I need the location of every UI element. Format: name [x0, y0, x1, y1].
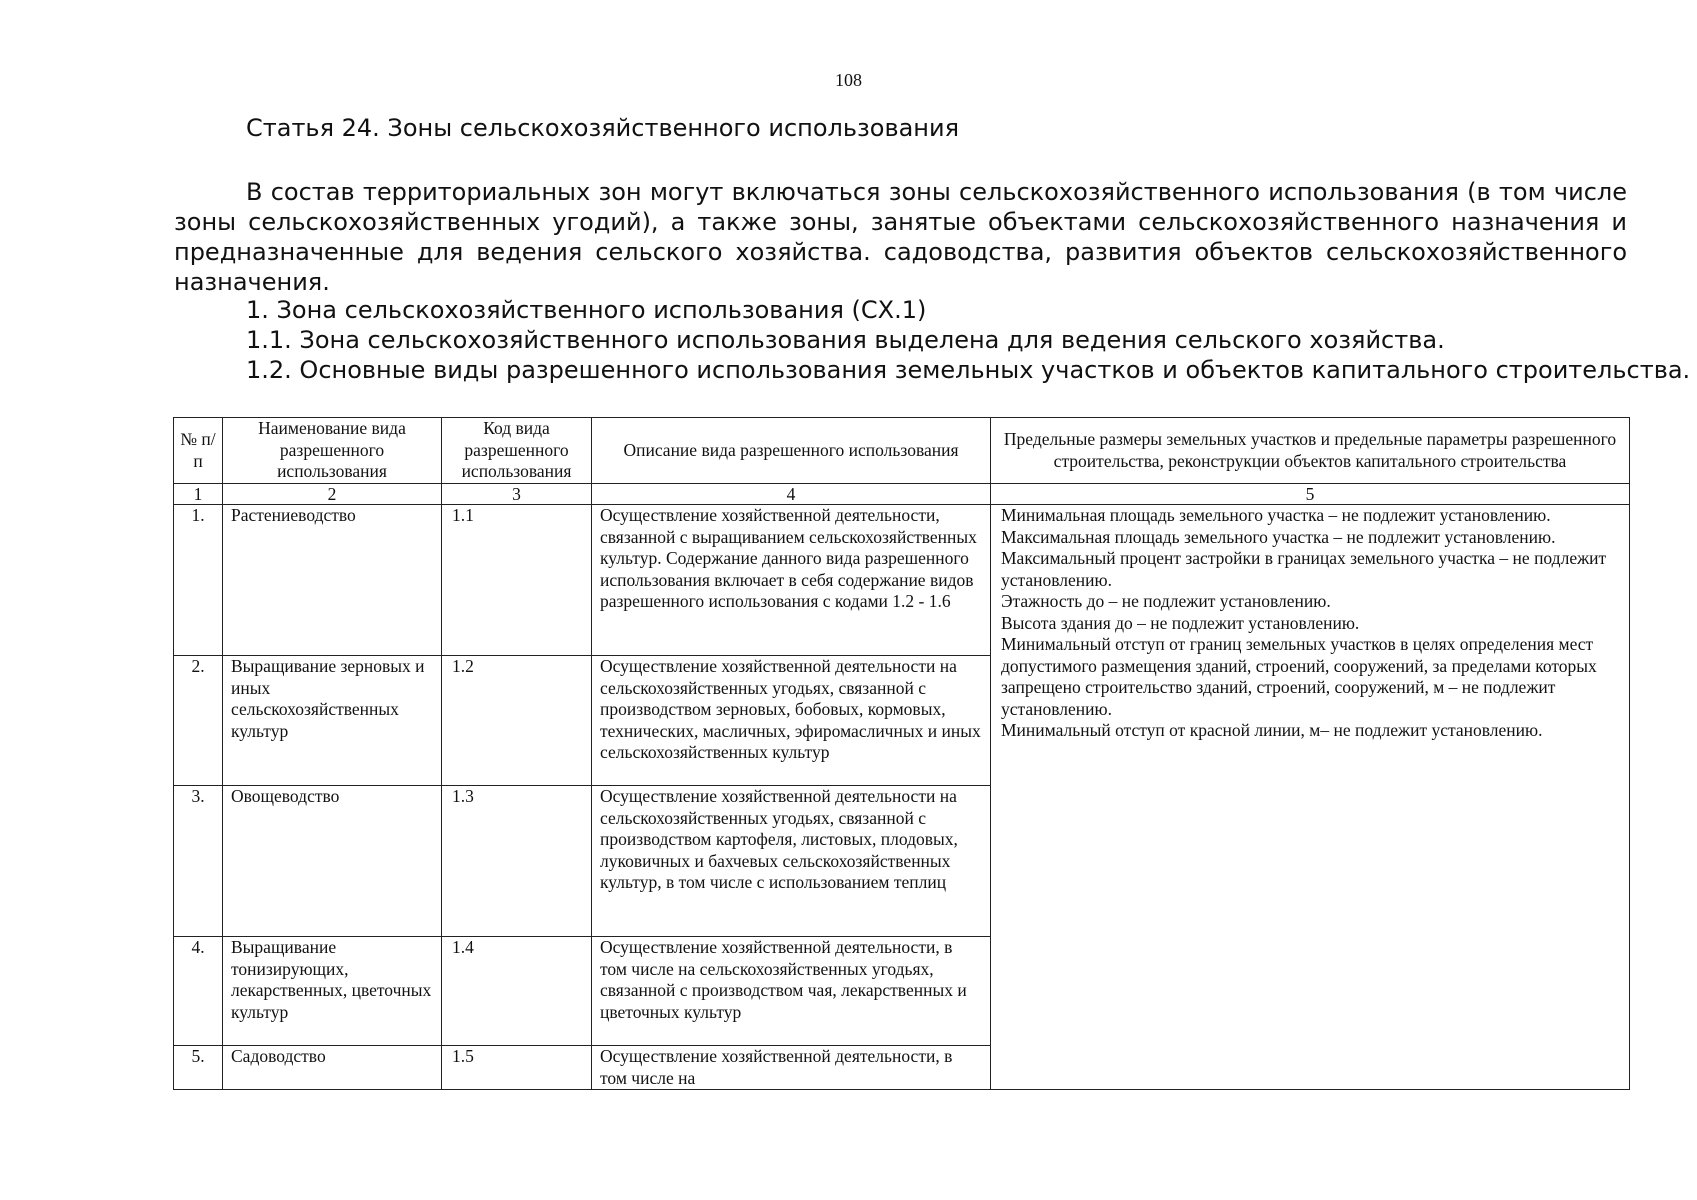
row-number: 3. — [174, 786, 223, 937]
row-number: 2. — [174, 656, 223, 786]
use-name: Выращивание зерновых и иных сельскохозяйственных культур — [223, 656, 442, 786]
use-name: Растениеводство — [223, 505, 442, 656]
zone-purpose: 1.1. Зона сельскохозяйственного использования выделена для ведения сельского хозяйства. — [246, 326, 1445, 354]
row-number: 1. — [174, 505, 223, 656]
use-description: Осуществление хозяйственной деятельности, связанной с выращиванием сельскохозяйственных культур. Содержание данного вида разрешенного использования включает в себя содержание видов разрешенного использования с кодами 1.2 - 1.6 — [592, 505, 991, 656]
use-name: Садоводство — [223, 1046, 442, 1090]
use-description: Осуществление хозяйственной деятельности на сельскохозяйственных угодьях, связанной с производством зерновых, бобовых, кормовых, технических, масличных, эфиромасличных и иных сельскохозяйственных культур — [592, 656, 991, 786]
header-use-description: Описание вида разрешенного использования — [592, 418, 991, 484]
header-parameters: Предельные размеры земельных участков и предельные параметры разрешенного строительства, реконструкции объектов капитального строительства — [991, 418, 1630, 484]
table-header-row — [174, 418, 1630, 484]
row-number: 5. — [174, 1046, 223, 1090]
use-code: 1.3 — [442, 786, 592, 937]
parameter-line: Минимальный отступ от красной линии, м– не подлежит установлению. — [1001, 720, 1543, 740]
parameter-line: Минимальная площадь земельного участка – не подлежит установлению. — [1001, 505, 1551, 525]
use-name: Овощеводство — [223, 786, 442, 937]
parameter-line: Высота здания до – не подлежит установлению. — [1001, 612, 1360, 633]
header-number: № п/п — [174, 418, 223, 484]
row-number: 4. — [174, 937, 223, 1046]
column-number: 2 — [223, 484, 442, 505]
use-code: 1.2 — [442, 656, 592, 786]
intro-paragraph: В состав территориальных зон могут включаться зоны сельскохозяйственного использования (в том числе зоны сельскохозяйственных угодий), а также зоны, занятые объектами сельскохозяйственного назначения и предназначенные для ведения сельского хозяйства. садоводства, развития объектов сельскохозяйственного назначения. — [174, 178, 1627, 296]
header-use-code: Код вида разрешенного использования — [442, 418, 592, 484]
use-description: Осуществление хозяйственной деятельности на сельскохозяйственных угодьях, связанной с производством картофеля, листовых, плодовых, луковичных и бахчевых сельскохозяйственных культур, в том числе с использованием теплиц — [592, 786, 991, 937]
use-description: Осуществление хозяйственной деятельности, в том числе на сельскохозяйственных угодьях, связанной с производством чая, лекарственных и цветочных культур — [592, 937, 991, 1046]
parameter-line: Минимальный отступ от границ земельных участков в целях определения мест допустимого размещения зданий, строений, сооружений, за пределами которых запрещено строительство зданий, строений, сооружений, м – не подлежит установлению. — [1001, 634, 1597, 719]
use-code: 1.4 — [442, 937, 592, 1046]
column-number: 3 — [442, 484, 592, 505]
article-heading: Статья 24. Зоны сельскохозяйственного использования — [246, 114, 960, 142]
use-description: Осуществление хозяйственной деятельности, в том числе на — [592, 1046, 991, 1090]
page-number: 108 — [835, 70, 862, 90]
permitted-uses-table — [173, 417, 1630, 1090]
parameter-line: Максимальная площадь земельного участка – не подлежит установлению. — [1001, 526, 1556, 547]
column-number: 4 — [592, 484, 991, 505]
column-number: 1 — [174, 484, 223, 505]
column-number-row — [174, 484, 1630, 505]
parameter-line: Этажность до – не подлежит установлению. — [1001, 591, 1331, 611]
use-code: 1.1 — [442, 505, 592, 656]
table-row — [174, 505, 1630, 656]
use-code: 1.5 — [442, 1046, 592, 1090]
main-uses-title: 1.2. Основные виды разрешенного использования земельных участков и объектов капитального строительства. — [246, 356, 1691, 384]
column-number: 5 — [991, 484, 1630, 505]
header-use-name: Наименование вида разрешенного использования — [223, 418, 442, 484]
parameter-line: Максимальный процент застройки в границах земельного участка – не подлежит установлению. — [1001, 548, 1607, 590]
zone-title: 1. Зона сельскохозяйственного использования (СХ.1) — [246, 296, 927, 324]
use-name: Выращивание тонизирующих, лекарственных, цветочных культур — [223, 937, 442, 1046]
parameters-cell — [991, 505, 1630, 1090]
